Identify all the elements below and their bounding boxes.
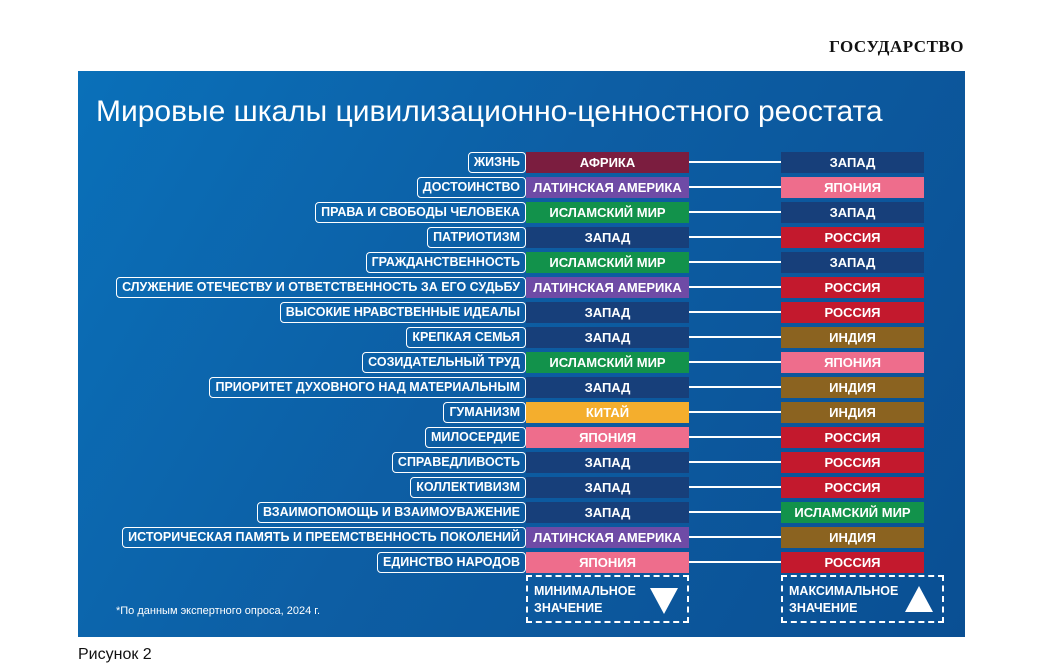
max-region-box: РОССИЯ: [781, 277, 924, 298]
connector-line: [689, 536, 781, 538]
value-label: СЛУЖЕНИЕ ОТЕЧЕСТВУ И ОТВЕТСТВЕННОСТЬ ЗА ЕГО СУДЬБУ: [116, 277, 526, 298]
min-region-box: ЛАТИНСКАЯ АМЕРИКА: [526, 527, 689, 548]
min-region-box: ИСЛАМСКИЙ МИР: [526, 352, 689, 373]
value-row: [78, 477, 965, 498]
value-label: ВЗАИМОПОМОЩЬ И ВЗАИМОУВАЖЕНИЕ: [257, 502, 526, 523]
value-label: ПРАВА И СВОБОДЫ ЧЕЛОВЕКА: [315, 202, 526, 223]
value-label: ЕДИНСТВО НАРОДОВ: [377, 552, 526, 573]
value-row: [78, 427, 965, 448]
max-region-box: ИНДИЯ: [781, 327, 924, 348]
min-region-box: ЗАПАД: [526, 477, 689, 498]
connector-line: [689, 411, 781, 413]
min-region-box: ЯПОНИЯ: [526, 552, 689, 573]
connector-line: [689, 311, 781, 313]
min-region-box: КИТАЙ: [526, 402, 689, 423]
value-row: [78, 202, 965, 223]
figure-caption: Рисунок 2: [78, 646, 152, 663]
min-region-box: ИСЛАМСКИЙ МИР: [526, 252, 689, 273]
value-row: [78, 502, 965, 523]
value-label: ЖИЗНЬ: [468, 152, 526, 173]
value-label: КРЕПКАЯ СЕМЬЯ: [406, 327, 526, 348]
value-label: СОЗИДАТЕЛЬНЫЙ ТРУД: [362, 352, 526, 373]
max-region-box: ЯПОНИЯ: [781, 352, 924, 373]
max-region-box: ИНДИЯ: [781, 377, 924, 398]
connector-line: [689, 386, 781, 388]
min-scale-label: МИНИМАЛЬНОЕ ЗНАЧЕНИЕ: [534, 584, 636, 615]
value-row: [78, 377, 965, 398]
value-row: [78, 227, 965, 248]
connector-line: [689, 286, 781, 288]
connector-line: [689, 486, 781, 488]
value-label: ГУМАНИЗМ: [443, 402, 526, 423]
value-row: [78, 177, 965, 198]
connector-line: [689, 461, 781, 463]
value-label: ПРИОРИТЕТ ДУХОВНОГО НАД МАТЕРИАЛЬНЫМ: [209, 377, 526, 398]
min-scale-box: [526, 575, 689, 623]
max-scale-label: МАКСИМАЛЬНОЕ ЗНАЧЕНИЕ: [789, 584, 899, 615]
connector-line: [689, 211, 781, 213]
connector-line: [689, 186, 781, 188]
value-label: СПРАВЕДЛИВОСТЬ: [392, 452, 526, 473]
max-region-box: РОССИЯ: [781, 427, 924, 448]
value-row: [78, 152, 965, 173]
min-region-box: ЗАПАД: [526, 502, 689, 523]
connector-line: [689, 161, 781, 163]
min-region-box: ЗАПАД: [526, 377, 689, 398]
min-region-box: ЛАТИНСКАЯ АМЕРИКА: [526, 277, 689, 298]
value-label: КОЛЛЕКТИВИЗМ: [410, 477, 526, 498]
figure-panel: [78, 71, 965, 637]
connector-line: [689, 361, 781, 363]
connector-line: [689, 561, 781, 563]
footnote: *По данным экспертного опроса, 2024 г.: [116, 605, 321, 617]
value-row: [78, 277, 965, 298]
value-label: ПАТРИОТИЗМ: [427, 227, 526, 248]
min-region-box: ИСЛАМСКИЙ МИР: [526, 202, 689, 223]
max-region-box: РОССИЯ: [781, 452, 924, 473]
value-row: [78, 402, 965, 423]
value-row: [78, 252, 965, 273]
max-scale-box: [781, 575, 944, 623]
max-region-box: ЯПОНИЯ: [781, 177, 924, 198]
max-region-box: ИНДИЯ: [781, 402, 924, 423]
min-region-box: ЛАТИНСКАЯ АМЕРИКА: [526, 177, 689, 198]
max-region-box: РОССИЯ: [781, 552, 924, 573]
min-region-box: ЗАПАД: [526, 302, 689, 323]
max-region-box: РОССИЯ: [781, 477, 924, 498]
value-label: МИЛОСЕРДИЕ: [425, 427, 526, 448]
connector-line: [689, 336, 781, 338]
down-arrow-icon: [649, 585, 679, 615]
value-label: ВЫСОКИЕ НРАВСТВЕННЫЕ ИДЕАЛЫ: [280, 302, 526, 323]
max-region-box: ЗАПАД: [781, 152, 924, 173]
min-region-box: ЯПОНИЯ: [526, 427, 689, 448]
value-label: ГРАЖДАНСТВЕННОСТЬ: [366, 252, 526, 273]
value-label: ДОСТОИНСТВО: [417, 177, 526, 198]
connector-line: [689, 261, 781, 263]
value-row: [78, 327, 965, 348]
max-region-box: РОССИЯ: [781, 302, 924, 323]
value-row: [78, 527, 965, 548]
value-row: [78, 452, 965, 473]
max-region-box: ЗАПАД: [781, 252, 924, 273]
max-region-box: ИСЛАМСКИЙ МИР: [781, 502, 924, 523]
connector-line: [689, 511, 781, 513]
section-header: ГОСУДАРСТВО: [829, 37, 964, 56]
value-label: ИСТОРИЧЕСКАЯ ПАМЯТЬ И ПРЕЕМСТВЕННОСТЬ ПОКОЛЕНИЙ: [122, 527, 526, 548]
max-region-box: ИНДИЯ: [781, 527, 924, 548]
value-row: [78, 352, 965, 373]
connector-line: [689, 436, 781, 438]
up-arrow-icon: [904, 585, 934, 615]
min-region-box: ЗАПАД: [526, 227, 689, 248]
max-region-box: ЗАПАД: [781, 202, 924, 223]
min-region-box: АФРИКА: [526, 152, 689, 173]
value-row: [78, 552, 965, 573]
min-region-box: ЗАПАД: [526, 327, 689, 348]
min-region-box: ЗАПАД: [526, 452, 689, 473]
connector-line: [689, 236, 781, 238]
max-region-box: РОССИЯ: [781, 227, 924, 248]
value-row: [78, 302, 965, 323]
figure-title: Мировые шкалы цивилизационно-ценностного реостата: [96, 95, 883, 128]
